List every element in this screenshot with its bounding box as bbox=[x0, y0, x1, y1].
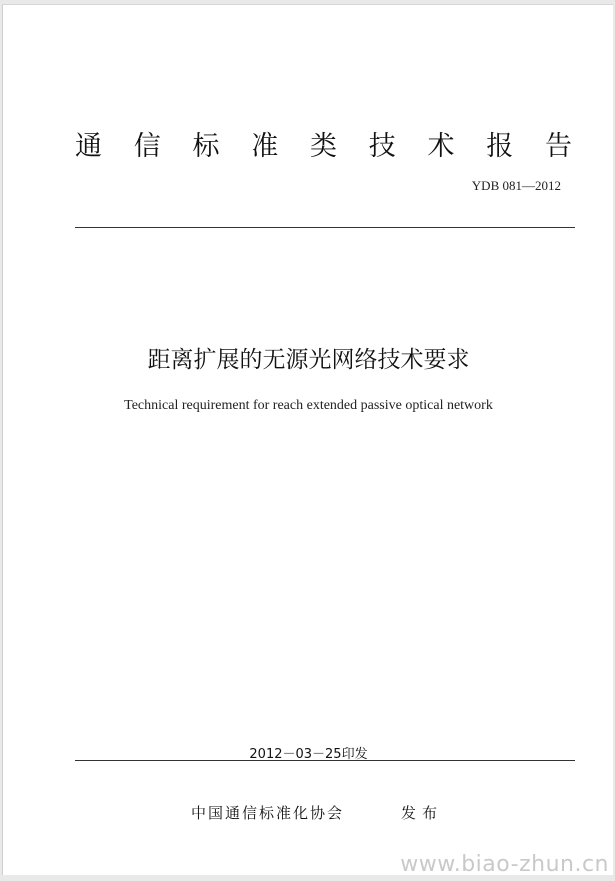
document-title-chinese: 距离扩展的无源光网络技术要求 bbox=[147, 347, 470, 373]
heading-char: 信 bbox=[133, 131, 161, 162]
document-number: YDB 081—2012 bbox=[471, 178, 561, 193]
heading-char: 报 bbox=[486, 131, 514, 162]
heading-char: 准 bbox=[251, 131, 279, 162]
document-title-english: Technical requirement for reach extended passive optical network bbox=[124, 398, 493, 413]
publisher-name: 中国通信标准化协会 bbox=[191, 804, 345, 822]
bottom-divider bbox=[75, 760, 575, 761]
heading-char: 告 bbox=[545, 131, 572, 162]
site-watermark: www.biao-zhun.cn bbox=[400, 852, 609, 877]
heading-char: 通 bbox=[75, 131, 102, 162]
heading-char: 标 bbox=[192, 131, 220, 162]
heading-char: 类 bbox=[310, 131, 337, 162]
document-page bbox=[2, 4, 613, 875]
top-divider bbox=[75, 227, 575, 228]
heading-char: 术 bbox=[427, 131, 455, 162]
report-type-heading bbox=[75, 124, 572, 163]
publish-label: 发布 bbox=[401, 804, 444, 822]
issue-date: 2012－03－25印发 bbox=[249, 747, 368, 762]
heading-char: 技 bbox=[368, 131, 396, 162]
